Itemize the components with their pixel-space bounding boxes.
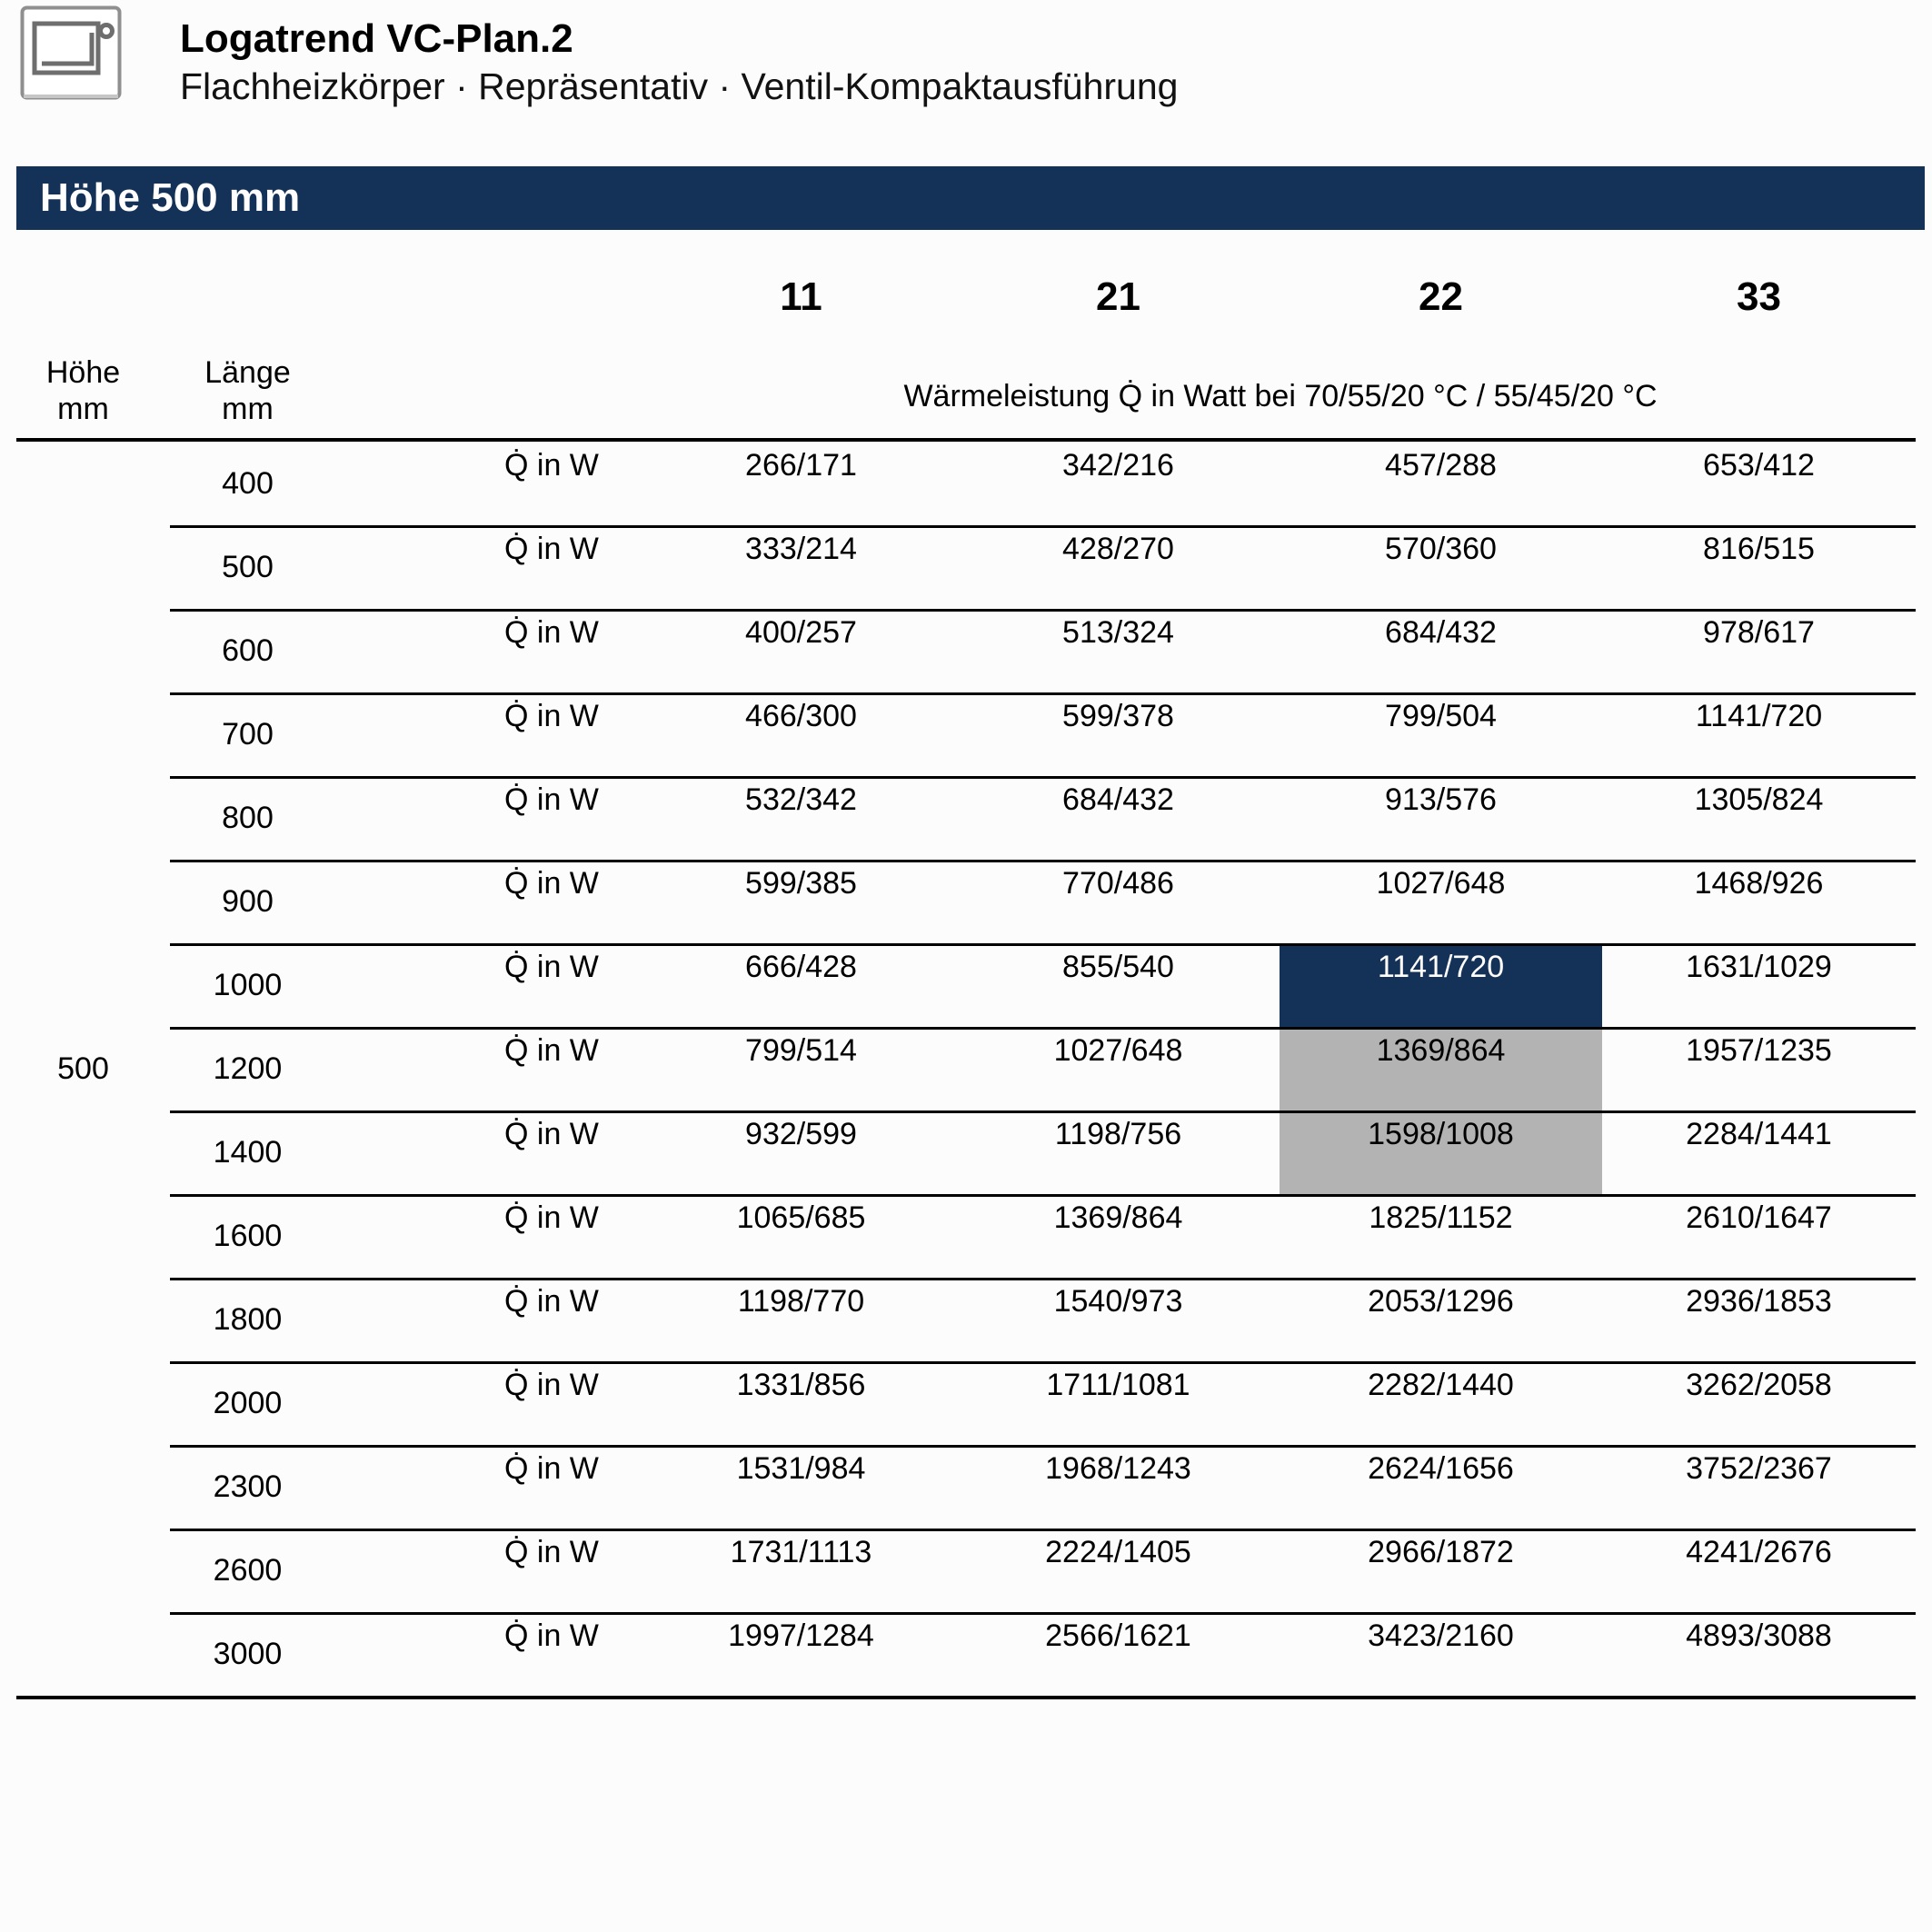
type-header-21: 21 [1096, 274, 1140, 319]
value-cell-22: 2053/1296 [1368, 1284, 1514, 1319]
laenge-header-line2: mm [222, 392, 274, 426]
value-cell-22: 2624/1656 [1368, 1451, 1514, 1486]
value-cell-22: 1825/1152 [1369, 1200, 1513, 1235]
table-body [16, 442, 1916, 1696]
hoehe-column-header [16, 354, 150, 427]
table-row [16, 776, 1916, 860]
table-row [16, 1361, 1916, 1445]
q-label-cell: Q̇ in W [504, 782, 599, 817]
laenge-cell: 400 [222, 466, 274, 501]
table-row [16, 1278, 1916, 1361]
q-label-cell: Q̇ in W [504, 532, 599, 566]
laenge-cell: 900 [222, 884, 274, 919]
q-label-cell: Q̇ in W [504, 1033, 599, 1068]
performance-header: Wärmeleistung Q̇ in Watt bei 70/55/20 °C / 55/45/20 °C [903, 379, 1658, 413]
value-cell-22: 1027/648 [1376, 866, 1506, 901]
hoehe-value-cell [16, 609, 150, 692]
value-cell-11: 466/300 [745, 699, 857, 733]
value-cell-22: 457/288 [1385, 448, 1497, 483]
value-cell-21: 1540/973 [1053, 1284, 1183, 1319]
laenge-column-header [150, 354, 345, 427]
value-cell-22: 684/432 [1385, 615, 1497, 650]
laenge-cell: 1600 [213, 1219, 283, 1253]
hoehe-header-line1: Höhe [45, 355, 121, 390]
q-label-cell: Q̇ in W [504, 699, 599, 733]
laenge-header-line1: Länge [204, 355, 291, 390]
table-row [16, 1110, 1916, 1194]
value-cell-22: 799/504 [1385, 699, 1497, 733]
value-cell-11: 666/428 [745, 950, 857, 984]
table-row [16, 943, 1916, 1027]
hoehe-value-cell [16, 860, 150, 943]
q-label-cell: Q̇ in W [504, 448, 599, 483]
table-row [16, 1027, 1916, 1110]
q-label-cell: Q̇ in W [504, 950, 599, 984]
hoehe-value-cell [16, 692, 150, 776]
value-cell-33: 3262/2058 [1686, 1368, 1832, 1402]
section-bar-label: Höhe 500 mm [40, 175, 301, 220]
value-cell-11: 1731/1113 [730, 1535, 872, 1569]
page-subtitle: Flachheizkörper · Repräsentativ · Ventil-Kompaktausführung [180, 65, 1179, 107]
table-row [16, 1529, 1916, 1612]
laenge-cell: 2300 [213, 1469, 283, 1504]
value-cell-22: 2282/1440 [1368, 1368, 1514, 1402]
value-cell-11: 1198/770 [737, 1284, 865, 1319]
laenge-cell: 3000 [213, 1637, 283, 1671]
value-cell-21: 599/378 [1062, 699, 1174, 733]
hoehe-value-cell [16, 1194, 150, 1278]
title-block [180, 16, 1178, 109]
value-cell-11: 333/214 [745, 532, 857, 566]
value-cell-33: 1631/1029 [1686, 950, 1832, 984]
value-cell-21: 684/432 [1062, 782, 1174, 817]
table-row [16, 525, 1916, 609]
value-cell-21: 1369/864 [1053, 1200, 1183, 1235]
value-cell-33: 1957/1235 [1686, 1033, 1832, 1068]
table-row [16, 860, 1916, 943]
laenge-cell: 2600 [213, 1553, 283, 1588]
value-cell-22: 1598/1008 [1280, 1110, 1602, 1194]
hoehe-header-line2: mm [57, 392, 109, 426]
laenge-cell: 2000 [213, 1386, 283, 1420]
table-bottom-rule [16, 1696, 1916, 1699]
laenge-cell: 1800 [213, 1302, 283, 1337]
hoehe-value-cell [16, 776, 150, 860]
q-label-cell: Q̇ in W [504, 866, 599, 901]
section-bar [16, 166, 1925, 230]
q-label-cell: Q̇ in W [504, 1368, 599, 1402]
value-cell-33: 816/515 [1703, 532, 1815, 566]
value-cell-11: 932/599 [745, 1117, 857, 1151]
q-label-cell: Q̇ in W [504, 1618, 599, 1653]
value-cell-21: 1968/1243 [1045, 1451, 1191, 1486]
value-cell-11: 599/385 [745, 866, 857, 901]
table-row [16, 692, 1916, 776]
value-cell-11: 1065/685 [736, 1200, 866, 1235]
laenge-cell: 1200 [213, 1051, 283, 1086]
value-cell-22: 570/360 [1385, 532, 1497, 566]
q-label-cell: Q̇ in W [504, 1200, 599, 1235]
value-cell-22: 913/576 [1385, 782, 1497, 817]
value-cell-22: 1141/720 [1280, 943, 1602, 1027]
table-row [16, 1194, 1916, 1278]
laenge-cell: 600 [222, 633, 274, 668]
value-cell-33: 2936/1853 [1686, 1284, 1832, 1319]
value-cell-21: 1198/756 [1054, 1117, 1182, 1151]
type-header-33: 33 [1737, 274, 1781, 319]
hoehe-value-cell [16, 1110, 150, 1194]
value-cell-11: 532/342 [745, 782, 857, 817]
value-cell-21: 342/216 [1062, 448, 1174, 483]
laenge-cell: 700 [222, 717, 274, 752]
value-cell-33: 1305/824 [1694, 782, 1824, 817]
q-label-cell: Q̇ in W [504, 1117, 599, 1151]
q-label-cell: Q̇ in W [504, 1535, 599, 1569]
value-cell-21: 2224/1405 [1045, 1535, 1191, 1569]
value-cell-11: 1997/1284 [728, 1618, 874, 1653]
value-cell-22: 2966/1872 [1368, 1535, 1514, 1569]
hoehe-value-cell [16, 1361, 150, 1445]
value-cell-33: 1468/926 [1694, 866, 1824, 901]
document-header [20, 5, 1178, 109]
type-header-22: 22 [1419, 274, 1463, 319]
value-cell-33: 653/412 [1703, 448, 1815, 483]
value-cell-33: 978/617 [1703, 615, 1815, 650]
hoehe-value-cell [16, 1612, 150, 1696]
hoehe-value-cell [16, 1278, 150, 1361]
hoehe-value-cell [16, 525, 150, 609]
laenge-cell: 800 [222, 801, 274, 835]
value-cell-21: 1711/1081 [1046, 1368, 1190, 1402]
value-cell-21: 513/324 [1062, 615, 1174, 650]
laenge-cell: 500 [222, 550, 274, 584]
hoehe-value-cell [16, 943, 150, 1027]
value-cell-11: 799/514 [745, 1033, 857, 1068]
table-row [16, 1612, 1916, 1696]
value-cell-21: 428/270 [1062, 532, 1174, 566]
table-row [16, 1445, 1916, 1529]
value-cell-33: 2284/1441 [1686, 1117, 1832, 1151]
value-cell-22: 3423/2160 [1368, 1618, 1514, 1653]
value-cell-33: 4241/2676 [1686, 1535, 1832, 1569]
value-cell-33: 1141/720 [1695, 699, 1823, 733]
laenge-cell: 1000 [213, 968, 283, 1002]
q-label-cell: Q̇ in W [504, 1284, 599, 1319]
value-cell-21: 2566/1621 [1045, 1618, 1191, 1653]
value-cell-11: 400/257 [745, 615, 857, 650]
value-cell-33: 3752/2367 [1686, 1451, 1832, 1486]
type-header-11: 11 [780, 274, 822, 319]
laenge-cell: 1400 [213, 1135, 283, 1170]
hoehe-value-cell [16, 1529, 150, 1612]
table-row [16, 442, 1916, 525]
value-cell-11: 1531/984 [736, 1451, 866, 1486]
value-cell-21: 855/540 [1062, 950, 1174, 984]
q-label-cell: Q̇ in W [504, 1451, 599, 1486]
value-cell-22: 1369/864 [1280, 1027, 1602, 1110]
value-cell-33: 2610/1647 [1686, 1200, 1832, 1235]
radiator-icon [20, 5, 122, 102]
hoehe-value-cell [16, 1445, 150, 1529]
table-row [16, 609, 1916, 692]
value-cell-11: 1331/856 [736, 1368, 866, 1402]
value-cell-11: 266/171 [745, 448, 857, 483]
q-label-cell: Q̇ in W [504, 615, 599, 650]
table-header [16, 230, 1916, 442]
hoehe-value-cell [16, 442, 150, 525]
hoehe-value-cell: 500 [57, 1051, 109, 1086]
value-cell-33: 4893/3088 [1686, 1618, 1832, 1653]
page-title: Logatrend VC-Plan.2 [180, 16, 573, 61]
value-cell-21: 1027/648 [1053, 1033, 1183, 1068]
value-cell-21: 770/486 [1062, 866, 1174, 901]
